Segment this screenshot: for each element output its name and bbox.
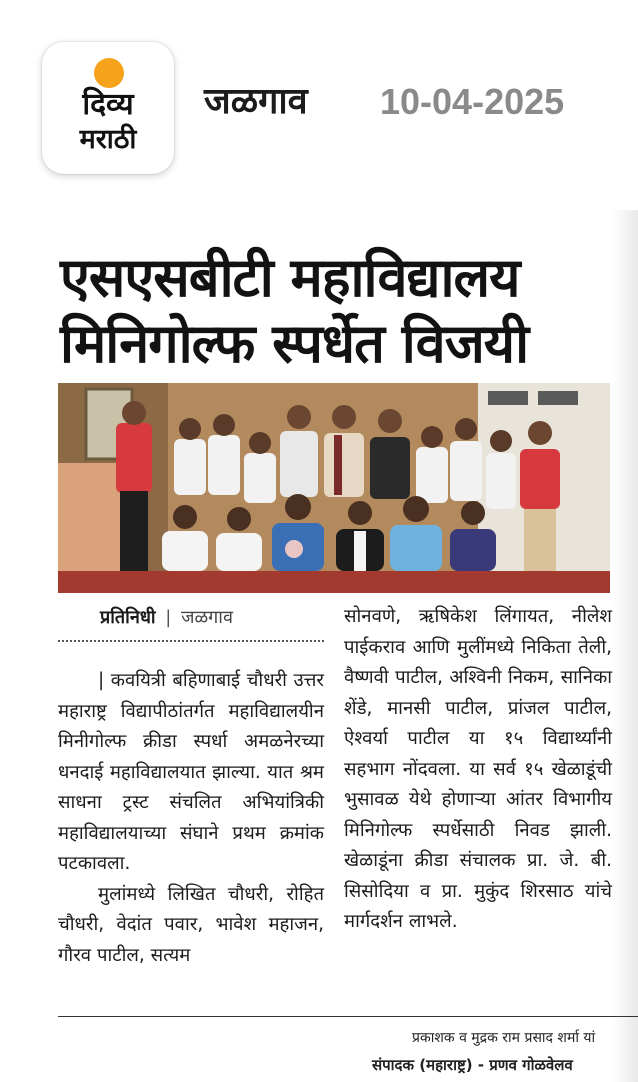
logo-text-line1: दिव्य <box>82 87 134 122</box>
newspaper-logo <box>42 42 174 174</box>
byline-label: प्रतिनिधी <box>100 607 156 628</box>
header-city: जळगाव <box>204 81 308 122</box>
footer-editor-line: संपादक (महाराष्ट्र) - प्रणव गोळवेलव <box>372 1056 573 1074</box>
byline <box>100 606 233 630</box>
sun-icon <box>94 58 124 88</box>
article-column-left <box>58 666 324 971</box>
article-paragraph: | कवयित्री बहिणाबाई चौधरी उत्तर महाराष्ट्र विद्यापीठांतर्गत महाविद्यालयीन मिनीगोल्फ क्रीडा स्पर्धा अमळनेरच्या धनदाई महाविद्यालयात झाल्या. यात श्रम साधना ट्रस्ट संचलित अभियांत्रिकी महाविद्यालयाच्या संघाने प्रथम क्रमांक पटकावला. <box>58 670 324 874</box>
byline-dotted-rule <box>58 640 324 642</box>
headline-line2: मिनिगोल्फ स्पर्धेत विजयी <box>60 312 529 375</box>
byline-separator: | <box>165 607 172 628</box>
article-paragraph: सोनवणे, ऋषिकेश लिंगायत, नीलेश पाईकराव आणि मुलींमध्ये निकिता तेली, वैष्णवी पाटील, अश्विनी निकम, सानिका शेंडे, मानसी पाटील, प्रांजल पाटील, ऐश्वर्या पाटील या १५ विद्यार्थ्यांनी सहभाग नोंदवला. या सर्व १५ खेळाडूंची भुसावळ येथे होणाऱ्या आंतर विभागीय मिनिगोल्फ स्पर्धेसाठी निवड झाली. खेळाडूंना क्रीडा संचालक प्रा. जे. बी. सिसोदिया व प्रा. मुकुंद शिरसाठ यांचे मार्गदर्शन लाभले. <box>344 606 612 932</box>
article-column-right <box>344 602 612 938</box>
logo-text-line2: मराठी <box>79 124 137 155</box>
footer-publisher-line: प्रकाशक व मुद्रक राम प्रसाद शर्मा यां <box>412 1030 596 1046</box>
article-paragraph: मुलांमध्ये लिखित चौधरी, रोहित चौधरी, वेदांत पवार, भावेश महाजन, गौरव पाटील, सत्यम <box>58 883 324 966</box>
byline-city: जळगाव <box>181 607 233 628</box>
header-date: 10-04-2025 <box>380 81 565 122</box>
team-group-photo <box>58 383 610 593</box>
headline-line1: एसएसबीटी महाविद्यालय <box>60 246 520 309</box>
footer-rule <box>58 1016 638 1017</box>
